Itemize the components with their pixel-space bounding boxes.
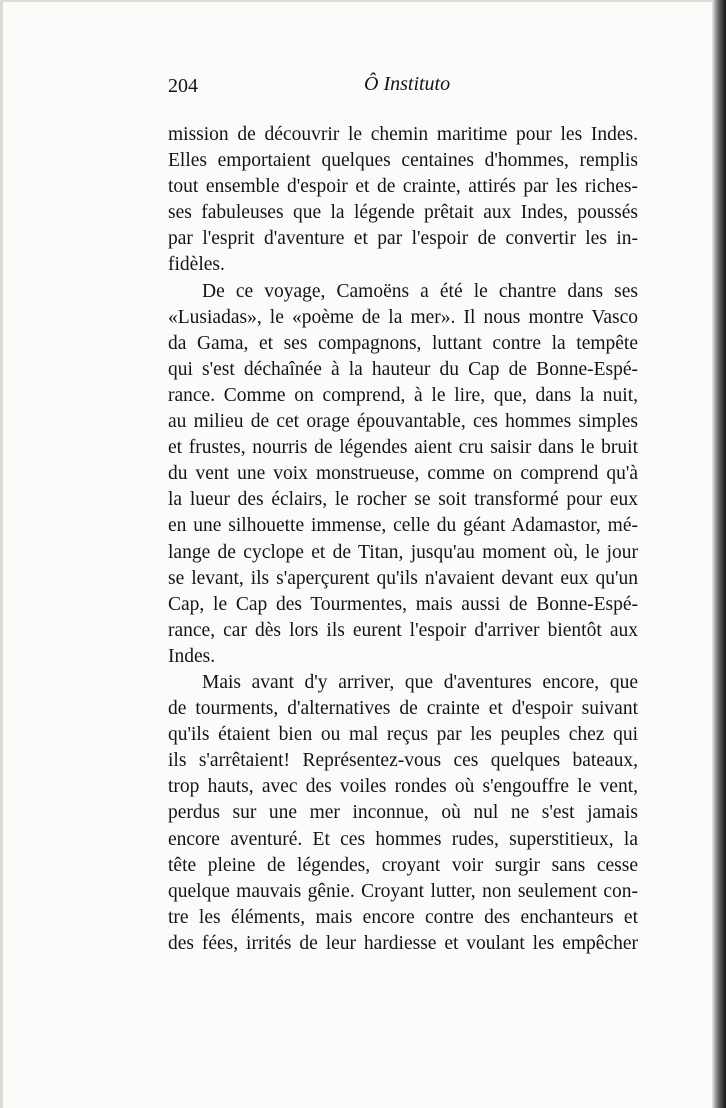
text-line: encore aventuré. Et ces hommes rudes, superstitieux, la xyxy=(168,828,638,850)
body-text xyxy=(168,122,638,957)
text-line: mission de découvrir le chemin maritime pour les Indes. xyxy=(168,124,638,145)
text-line: tête pleine de légendes, croyant voir surgir sans cesse xyxy=(168,854,638,876)
text-line: Mais avant d'y arriver, que d'aventures encore, que xyxy=(202,671,638,693)
text-line: Elles emportaient quelques centaines d'hommes, remplis xyxy=(168,150,638,172)
text-line: quelque mauvais gênie. Croyant lutter, non seulement con- xyxy=(168,880,638,902)
text-line: du vent une voix monstrueuse, comme on comprend qu'à xyxy=(168,463,638,485)
text-line: qui s'est déchaînée à la hauteur du Cap de Bonne-Espé- xyxy=(168,358,638,380)
text-line: fidèles. xyxy=(168,254,225,276)
text-line: Indes. xyxy=(168,645,216,667)
scan-edge-left xyxy=(0,0,3,1108)
running-title: Ô Instituto xyxy=(364,73,451,95)
text-line: qu'ils étaient bien ou mal reçus par les peuples chez qui xyxy=(168,724,638,746)
text-line: ils s'arrêtaient! Représentez-vous ces quelques bateaux, xyxy=(168,750,638,772)
text-line: rance. Comme on comprend, à le lire, que, dans la nuit, xyxy=(168,384,638,406)
text-line: lange de cyclope et de Titan, jusqu'au moment où, le jour xyxy=(168,541,638,563)
text-line: au milieu de cet orage épouvantable, ces hommes simples xyxy=(168,411,638,433)
text-line: de tourments, d'alternatives de crainte et d'espoir suivant xyxy=(168,698,638,720)
text-line: ses fabuleuses que la légende prêtait aux Indes, poussés xyxy=(168,202,638,224)
text-line: en une silhouette immense, celle du géant Adamastor, mé- xyxy=(168,515,638,537)
text-line: rance, car dès lors ils eurent l'espoir d'arriver bientôt aux xyxy=(168,619,638,641)
text-line: tre les éléments, mais encore contre des enchanteurs et xyxy=(168,906,638,928)
running-header xyxy=(168,73,638,103)
page-number: 204 xyxy=(168,75,198,97)
text-line: la lueur des éclairs, le rocher se soit transformé pour eux xyxy=(168,489,638,511)
text-line: «Lusiadas», le «poème de la mer». Il nous montre Vasco xyxy=(168,306,638,328)
text-line: da Gama, et ses compagnons, luttant contre la tempête xyxy=(168,332,638,354)
text-line: tout ensemble d'espoir et de crainte, attirés par les riches- xyxy=(168,176,638,198)
scan-edge-top xyxy=(0,0,726,2)
text-line: par l'esprit d'aventure et par l'espoir de convertir les in- xyxy=(168,228,638,250)
text-line: De ce voyage, Camoëns a été le chantre dans ses xyxy=(202,280,638,302)
text-line: trop hauts, avec des voiles rondes où s'engouffre le vent, xyxy=(168,776,638,798)
text-line: des fées, irrités de leur hardiesse et voulant les empêcher xyxy=(168,932,638,954)
text-line: perdus sur une mer inconnue, où nul ne s'est jamais xyxy=(168,802,638,824)
scan-edge-right xyxy=(712,0,726,1108)
text-line: et frustes, nourris de légendes aient cru saisir dans le bruit xyxy=(168,437,638,459)
text-line: Cap, le Cap des Tourmentes, mais aussi de Bonne-Espé- xyxy=(168,593,638,615)
text-line: se levant, ils s'aperçurent qu'ils n'avaient devant eux qu'un xyxy=(168,567,638,589)
